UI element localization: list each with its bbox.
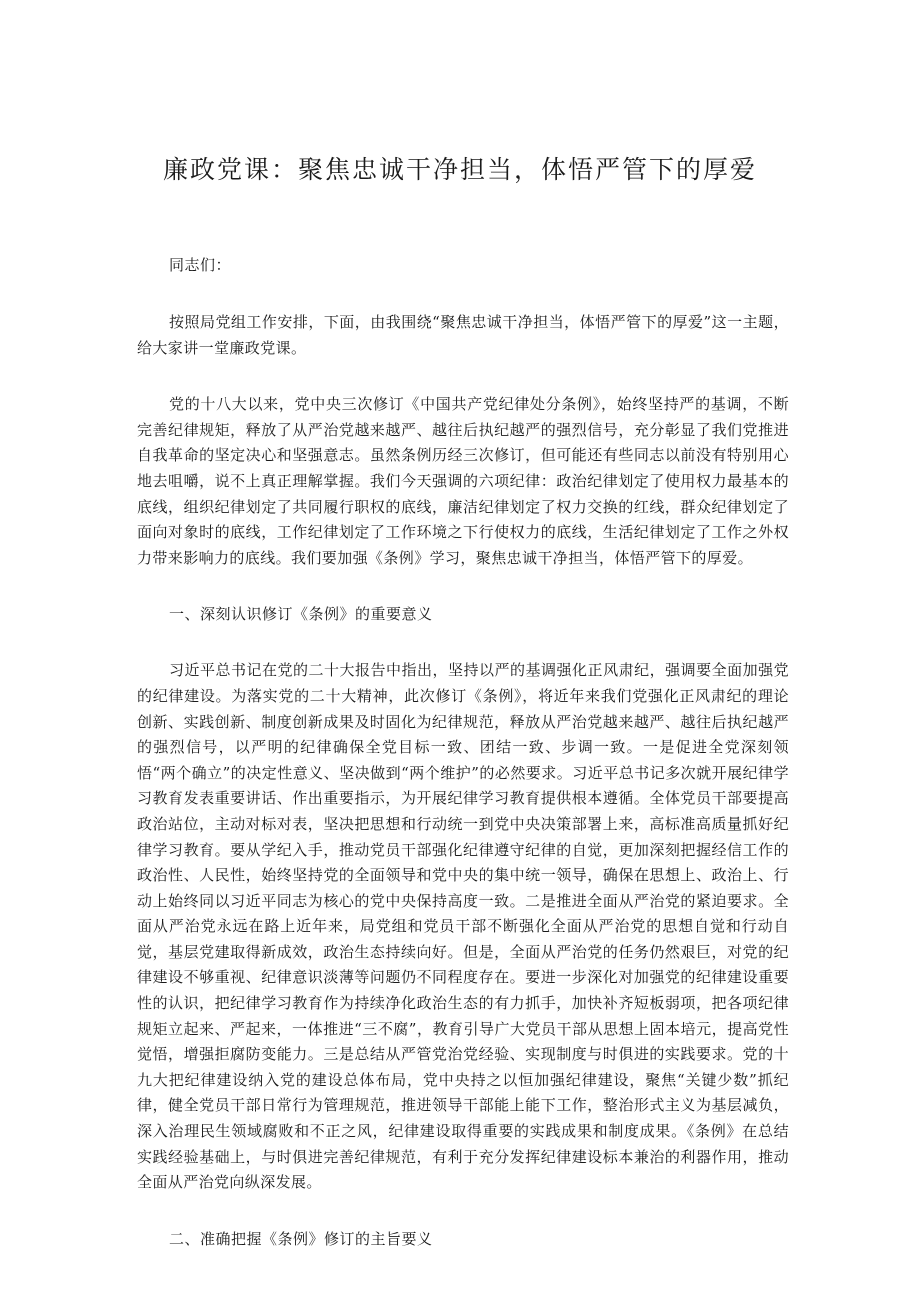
section-heading-1: 一、深刻认识修订《条例》的重要意义 [169,605,433,624]
section-heading-2: 二、准确把握《条例》修订的主旨要义 [169,1229,433,1248]
paragraph-2: 习近平总书记在党的二十大报告中指出，坚持以严的基调强化正风肃纪，强调要全面加强党的纪律建设。为落实党的二十大精神，此次修订《条例》，将近年来我们党强化正风肃纪的理论创新、实践创新、制度创新成果及时固化为纪律规范，释放从严治党越来越严、越往后执纪越严的强烈信号，以严明的纪律确保全党目标一致、团结一致、步调一致。一是促进全党深刻领悟“两个确立”的决定性意义、坚决做到“两个维护”的必然要求。习近平总书记多次就开展纪律学习教育发表重要讲话、作出重要指示，为开展纪律学习教育提供根本遵循。全体党员干部要提高政治站位，主动对标对表，坚决把思想和行动统一到党中央决策部署上来，高标准高质量抓好纪律学习教育。要从学纪入手，推动党员干部强化纪律遵守纪律的自觉，更加深刻把握经信工作的政治性、人民性，始终坚持党的全面领导和党中央的集中统一领导，确保在思想上、政治上、行动上始终同以习近平同志为核心的党中央保持高度一致。二是推进全面从严治党的紧迫要求。全面从严治党永远在路上近年来，局党组和党员干部不断强化全面从严治党的思想自觉和行动自觉，基层党建取得新成效，政治生态持续向好。但是，全面从严治党的任务仍然艰巨，对党的纪律建设不够重视、纪律意识淡薄等问题仍不同程度存在。要进一步深化对加强党的纪律建设重要性的认识，把纪律学习教育作为持续净化政治生态的有力抓手，加快补齐短板弱项，把各项纪律规矩立起来、严起来，一体推进“三不腐”，教育引导广大党员干部从思想上固本培元，提高党性觉悟，增强拒腐防变能力。三是总结从严管党治党经验、实现制度与时俱进的实践要求。党的十九大把纪律建设纳入党的建设总体布局，党中央持之以恒加强纪律建设，聚焦“关键少数”抓纪律，健全党员干部日常行为管理规范，推进领导干部能上能下工作，整治形式主义为基层减负，深入治理民生领域腐败和不正之风，纪律建设取得重要的实践成果和制度成果。《条例》在总结实践经验基础上，与时俱进完善纪律规范，有利于充分发挥纪律建设标本兼治的利器作用，推动全面从严治党向纵深发展。 [137,661,789,1192]
greeting: 同志们： [169,256,232,274]
document-body [137,253,789,1283]
paragraph-1: 党的十八大以来，党中央三次修订《中国共产党纪律处分条例》，始终坚持严的基调，不断完善纪律规矩，释放了从严治党越来越严、越往后执纪越严的强烈信号，充分彰显了我们党推进自我革命的坚定决心和坚强意志。虽然条例历经三次修订，但可能还有些同志以前没有特别用心地去咀嚼，说不上真正理解掌握。我们今天强调的六项纪律：政治纪律划定了使用权力最基本的底线，组织纪律划定了共同履行职权的底线，廉洁纪律划定了权力交换的红线，群众纪律划定了面向对象时的底线，工作纪律划定了工作环境之下行使权力的底线，生活纪律划定了工作之外权力带来影响力的底线。我们要加强《条例》学习，聚焦忠诚干净担当，体悟严管下的厚爱。 [137,395,789,567]
intro-paragraph: 按照局党组工作安排，下面，由我围绕“聚焦忠诚干净担当，体悟严管下的厚爱”这一主题，给大家讲一堂廉政党课。 [137,313,789,357]
document-title: 廉政党课：聚焦忠诚干净担当，体悟严管下的厚爱 [162,155,757,184]
